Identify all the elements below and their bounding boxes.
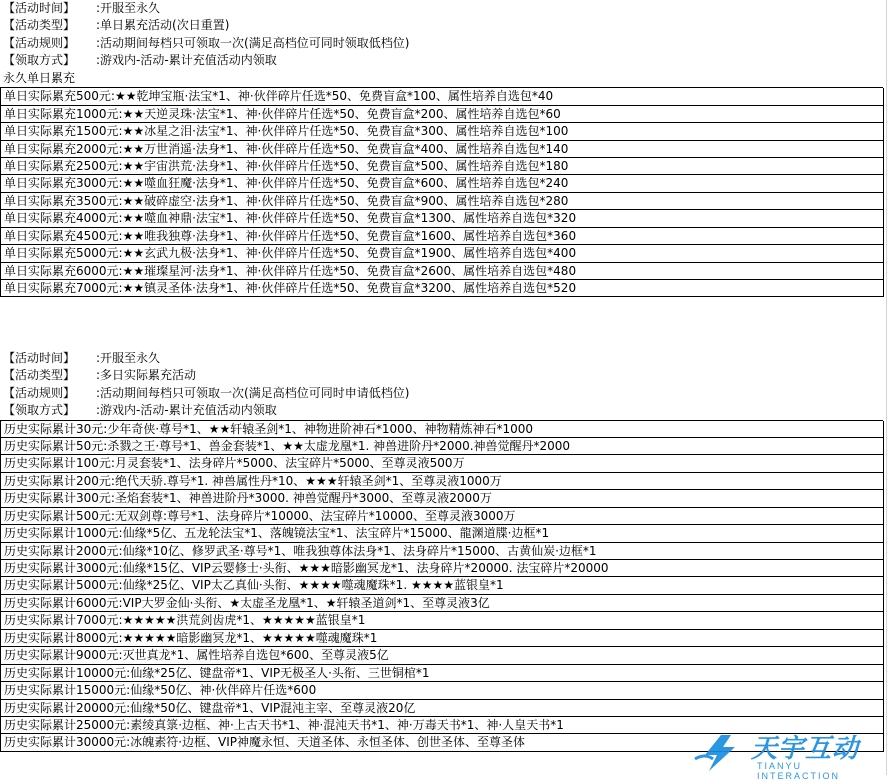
header-type: 【活动类型】 :单日累充活动(次日重置) bbox=[3, 18, 230, 33]
section-single-day bbox=[0, 0, 887, 297]
header-type: 【活动类型】 :多日实际累充活动 bbox=[3, 368, 197, 383]
table-row: 历史实际累计30元:少年奇侠·尊号*1、★★轩辕圣剑*1、神物进阶神石*1000、神物精炼神石*1000 bbox=[1, 421, 884, 438]
table-row: 历史实际累计2000元:仙缘*10亿、修罗武圣·尊号*1、唯我独尊体法身*1、法身碎片*15000、古黄仙炭·边框*1 bbox=[1, 543, 884, 560]
watermark-name-en: TIANYU INTERACTION bbox=[757, 761, 841, 781]
table-row: 历史实际累计200元:绝代天骄.尊号*1. 神兽属性丹*10、★★★轩辕圣剑*1、至尊灵液1000万 bbox=[1, 473, 884, 490]
section-cumulative bbox=[0, 350, 887, 752]
table-row: 历史实际累计7000元:★★★★★洪荒剑齿虎*1、★★★★★蓝银皇*1 bbox=[1, 612, 884, 629]
table-row: 单日实际累充2500元:★★宇宙洪荒·法身*1、神·伙伴碎片任选*50、免费盲盒*500、属性培养自选包*180 bbox=[1, 158, 884, 175]
header-claim: 【领取方式】 :游戏内-活动-累计充值活动内领取 bbox=[3, 403, 277, 418]
watermark-name: 天宇互动 bbox=[751, 733, 860, 763]
table-row: 单日实际累充4000元:★★噬血神鼎·法宝*1、神·伙伴碎片任选*50、免费盲盒*1300、属性培养自选包*320 bbox=[1, 210, 884, 227]
table-row: 历史实际累计100元:月灵套装*1、法身碎片*5000、法宝碎片*5000、至尊灵液500万 bbox=[1, 455, 884, 472]
header-time: 【活动时间】 :开服至永久 bbox=[3, 1, 161, 15]
table-row: 单日实际累充6000元:★★璀璨星河·法身*1、神·伙伴碎片任选*50、免费盲盒*2600、属性培养自选包*480 bbox=[1, 263, 884, 280]
table-row: 单日实际累充2000元:★★万世消遥·法身*1、神·伙伴碎片任选*50、免费盲盒*400、属性培养自选包*140 bbox=[1, 141, 884, 158]
header-rule: 【活动规则】 :活动期间每档只可领取一次(满足高档位可同时申请低档位) bbox=[3, 385, 410, 400]
table-row: 单日实际累充500元:★★乾坤宝瓶·法宝*1、神·伙伴碎片任选*50、免费盲盒*100、属性培养自选包*40 bbox=[1, 88, 884, 105]
table-row: 单日实际累充4500元:★★唯我独尊·法身*1、神·伙伴碎片任选*50、免费盲盒*1600、属性培养自选包*360 bbox=[1, 228, 884, 245]
header-claim: 【领取方式】 :游戏内-活动-累计充值活动内领取 bbox=[3, 53, 277, 68]
table-row: 历史实际累计9000元:灭世真龙*1、属性培养自选包*600、至尊灵液5亿 bbox=[1, 647, 884, 664]
logo-mark-icon bbox=[691, 733, 749, 773]
table-row: 历史实际累计5000元:仙缘*25亿、VIP太乙真仙·头衔、★★★★噬魂魔珠*1. ★★★★蓝银皇*1 bbox=[1, 577, 884, 594]
empty-row bbox=[0, 315, 887, 332]
table-row: 历史实际累计500元:无双剑尊:尊号*1、法身碎片*10000、法宝碎片*10000、至尊灵液3000万 bbox=[1, 508, 884, 525]
table-row: 单日实际累充1000元:★★天逆灵珠·法宝*1、神·伙伴碎片任选*50、免费盲盒*200、属性培养自选包*60 bbox=[1, 106, 884, 123]
table-row: 历史实际累计30000元:冰魄素符·边框、VIP神魔永恒、天道圣体、永恒圣体、创世圣体、至尊圣体 bbox=[1, 734, 884, 751]
table-row: 单日实际累充1500元:★★冰星之泪·法宝*1、神·伙伴碎片任选*50、免费盲盒*300、属性培养自选包*100 bbox=[1, 123, 884, 140]
table-row: 单日实际累充3500元:★★破碎虚空·法身*1、神·伙伴碎片任选*50、免费盲盒*900、属性培养自选包*280 bbox=[1, 193, 884, 210]
table-row: 历史实际累计15000元:仙缘*50亿、神·伙伴碎片任选*600 bbox=[1, 682, 884, 699]
table-row: 历史实际累计300元:圣焰套装*1、神兽进阶丹*3000. 神兽觉醒丹*3000、至尊灵液2000万 bbox=[1, 490, 884, 507]
table-row: 历史实际累计6000元:VIP大罗金仙·头衔、★太虚圣龙凰*1、★轩辕圣道剑*1、至尊灵液3亿 bbox=[1, 595, 884, 612]
empty-row bbox=[0, 332, 887, 349]
table-row: 历史实际累计50元:杀戮之王·尊号*1、兽金套装*1、★★太虚龙凰*1. 神兽进阶丹*2000.神兽觉醒丹*2000 bbox=[1, 438, 884, 455]
table-row: 历史实际累计3000元:仙缘*15亿、VIP云婴修士·头衔、★★★暗影幽冥龙*1、法身碎片*20000. 法宝碎片*20000 bbox=[1, 560, 884, 577]
table-row: 历史实际累计1000元:仙缘*5亿、五龙轮法宝*1、落魄镜法宝*1、法宝碎片*15000、龍渊道牒·边框*1 bbox=[1, 525, 884, 542]
header-time: 【活动时间】 :开服至永久 bbox=[3, 350, 161, 365]
table-row: 历史实际累计25000元:素绫真箓·边框、神·上古天书*1、神·混沌天书*1、神·万毒天书*1、神·人皇天书*1 bbox=[1, 717, 884, 734]
table-row: 单日实际累充5000元:★★玄武九极·法身*1、神·伙伴碎片任选*50、免费盲盒*1900、属性培养自选包*400 bbox=[1, 245, 884, 262]
table-row: 历史实际累计20000元:仙缘*50亿、键盘帝*1、VIP混沌主宰、至尊灵液20亿 bbox=[1, 700, 884, 717]
watermark-logo bbox=[691, 733, 881, 781]
empty-row bbox=[0, 297, 887, 314]
reward-table-single-day bbox=[0, 87, 883, 297]
section-subtitle: 永久单日累充 bbox=[3, 70, 76, 85]
reward-table-cumulative bbox=[0, 420, 883, 752]
table-row: 单日实际累充7000元:★★镇灵圣体·法身*1、神·伙伴碎片任选*50、免费盲盒*3200、属性培养自选包*520 bbox=[1, 280, 884, 297]
table-row: 历史实际累计8000元:★★★★★暗影幽冥龙*1、★★★★★噬魂魔珠*1 bbox=[1, 630, 884, 647]
header-rule: 【活动规则】 :活动期间每档只可领取一次(满足高档位可同时领取低档位) bbox=[3, 35, 410, 50]
table-row: 单日实际累充3000元:★★噬血狂魔·法身*1、神·伙伴碎片任选*50、免费盲盒*600、属性培养自选包*240 bbox=[1, 175, 884, 192]
table-row: 历史实际累计10000元:仙缘*25亿、键盘帝*1、VIP无极圣人·头衔、三世铜棺*1 bbox=[1, 665, 884, 682]
